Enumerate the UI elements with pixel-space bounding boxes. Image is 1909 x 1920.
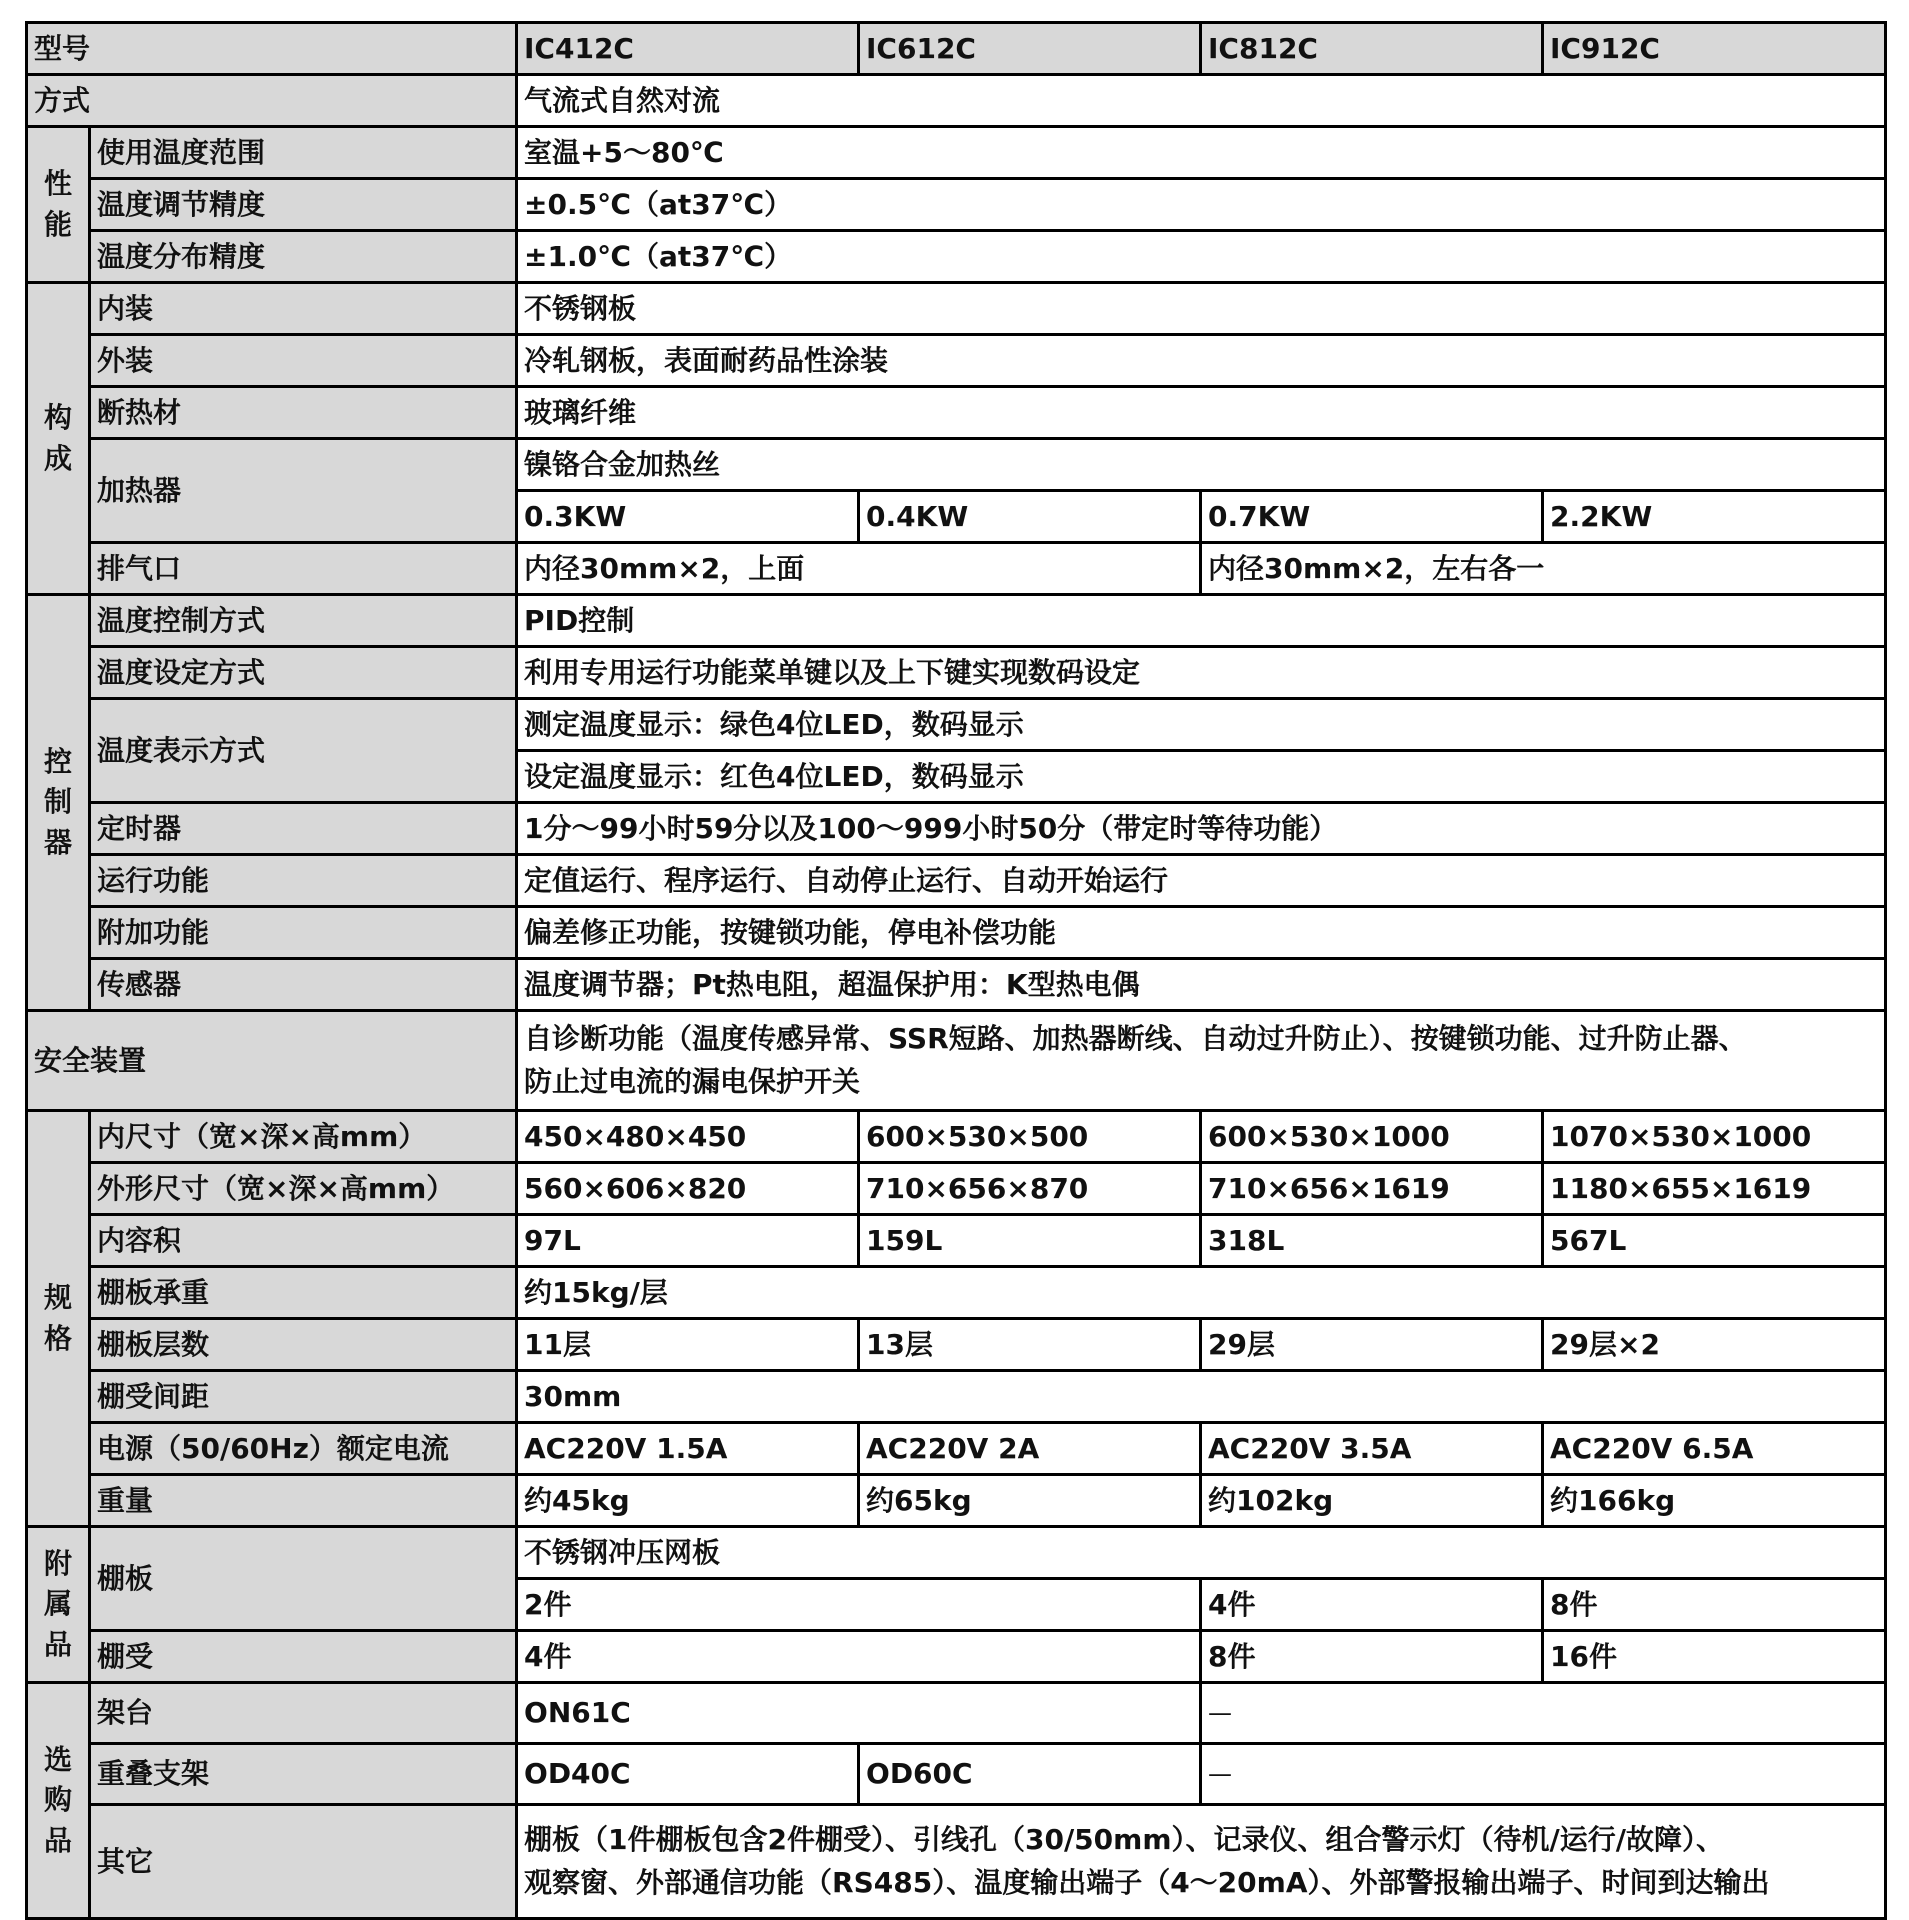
safety-line-2: 防止过电流的漏电保护开关 (524, 1064, 861, 1098)
timer-label: 定时器 (90, 803, 517, 855)
setting-method-value: 利用专用运行功能菜单键以及上下键实现数码设定 (517, 647, 1886, 699)
outer-size-ic612c: 710×656×870 (859, 1163, 1201, 1215)
performance-row (27, 179, 1886, 231)
run-function-label: 运行功能 (90, 855, 517, 907)
shelf-label: 棚板 (90, 1527, 517, 1631)
category-performance: 性 能 (27, 127, 90, 283)
model-ic812c: IC812C (1201, 23, 1543, 75)
inner-material-value: 不锈钢板 (517, 283, 1886, 335)
weight-ic912c: 约166kg (1543, 1475, 1886, 1527)
inner-size-ic612c: 600×530×500 (859, 1111, 1201, 1163)
shelf-qty-ic912c: 8件 (1543, 1579, 1886, 1631)
outer-size-ic412c: 560×606×820 (517, 1163, 859, 1215)
insulation-value: 玻璃纤维 (517, 387, 1886, 439)
temp-range-label: 使用温度范围 (90, 127, 517, 179)
shelf-qty-ic812c: 4件 (1201, 1579, 1543, 1631)
specs-row (27, 1163, 1886, 1215)
options-row (27, 1744, 1886, 1805)
method-value: 气流式自然对流 (517, 75, 1886, 127)
outer-material-value: 冷轧钢板，表面耐药品性涂装 (517, 335, 1886, 387)
category-construction: 构 成 (27, 283, 90, 595)
weight-ic812c: 约102kg (1201, 1475, 1543, 1527)
shelf-load-value: 约15kg/层 (517, 1267, 1886, 1319)
bracket-qty-small: 4件 (517, 1631, 1201, 1683)
spec-table (25, 21, 1887, 1920)
power-ic412c: AC220V 1.5A (517, 1423, 859, 1475)
heater-type: 镍铬合金加热丝 (517, 439, 1886, 491)
controller-row (27, 959, 1886, 1011)
shelf-levels-ic412c: 11层 (517, 1319, 859, 1371)
volume-label: 内容积 (90, 1215, 517, 1267)
volume-ic812c: 318L (1201, 1215, 1543, 1267)
display-set: 设定温度显示：红色4位LED，数码显示 (517, 751, 1886, 803)
model-ic612c: IC612C (859, 23, 1201, 75)
sensor-label: 传感器 (90, 959, 517, 1011)
construction-row (27, 283, 1886, 335)
controller-row (27, 595, 1886, 647)
other-line-1: 棚板（1件棚板包含2件棚受）、引线孔（30/50mm）、记录仪、组合警示灯（待机/运行/故障）、 (524, 1822, 1724, 1856)
accessories-row (27, 1631, 1886, 1683)
model-ic412c: IC412C (517, 23, 859, 75)
specs-row (27, 1371, 1886, 1423)
exhaust-label: 排气口 (90, 543, 517, 595)
timer-value: 1分～99小时59分以及100～999小时50分（带定时等待功能） (517, 803, 1886, 855)
heater-power-ic612c: 0.4KW (859, 491, 1201, 543)
controller-row (27, 647, 1886, 699)
controller-row (27, 803, 1886, 855)
run-function-value: 定值运行、程序运行、自动停止运行、自动开始运行 (517, 855, 1886, 907)
category-controller: 控 制 器 (27, 595, 90, 1011)
shelf-levels-ic612c: 13层 (859, 1319, 1201, 1371)
performance-row (27, 127, 1886, 179)
performance-row (27, 231, 1886, 283)
bracket-qty-ic812c: 8件 (1201, 1631, 1543, 1683)
category-options: 选 购 品 (27, 1683, 90, 1919)
inner-size-ic812c: 600×530×1000 (1201, 1111, 1543, 1163)
stand-label: 架台 (90, 1683, 517, 1744)
volume-ic912c: 567L (1543, 1215, 1886, 1267)
extra-function-label: 附加功能 (90, 907, 517, 959)
stand-value: ON61C (517, 1683, 1201, 1744)
stack-ic612c: OD60C (859, 1744, 1201, 1805)
accessories-row (27, 1527, 1886, 1579)
exhaust-small: 内径30mm×2，上面 (517, 543, 1201, 595)
safety-label: 安全装置 (27, 1011, 517, 1111)
power-ic612c: AC220V 2A (859, 1423, 1201, 1475)
exhaust-large: 内径30mm×2，左右各一 (1201, 543, 1886, 595)
heater-power-ic912c: 2.2KW (1543, 491, 1886, 543)
construction-row (27, 335, 1886, 387)
outer-size-label: 外形尺寸（宽×深×高mm） (90, 1163, 517, 1215)
options-row (27, 1683, 1886, 1744)
shelf-qty-small: 2件 (517, 1579, 1201, 1631)
inner-size-ic912c: 1070×530×1000 (1543, 1111, 1886, 1163)
header-row (27, 23, 1886, 75)
stand-none: — (1201, 1683, 1886, 1744)
outer-size-ic912c: 1180×655×1619 (1543, 1163, 1886, 1215)
insulation-label: 断热材 (90, 387, 517, 439)
stack-ic412c: OD40C (517, 1744, 859, 1805)
specs-row (27, 1475, 1886, 1527)
setting-method-label: 温度设定方式 (90, 647, 517, 699)
options-row (27, 1805, 1886, 1919)
weight-label: 重量 (90, 1475, 517, 1527)
specs-row (27, 1319, 1886, 1371)
outer-material-label: 外装 (90, 335, 517, 387)
power-label: 电源（50/60Hz）额定电流 (90, 1423, 517, 1475)
model-label: 型号 (27, 23, 517, 75)
other-label: 其它 (90, 1805, 517, 1919)
other-line-2: 观察窗、外部通信功能（RS485）、温度输出端子（4～20mA）、外部警报输出端子、时间到达输出 (524, 1865, 1770, 1899)
safety-row (27, 1011, 1886, 1111)
extra-function-value: 偏差修正功能，按键锁功能，停电补偿功能 (517, 907, 1886, 959)
power-ic812c: AC220V 3.5A (1201, 1423, 1543, 1475)
sensor-value: 温度调节器；Pt热电阻，超温保护用：K型热电偶 (517, 959, 1886, 1011)
shelf-pitch-label: 棚受间距 (90, 1371, 517, 1423)
volume-ic612c: 159L (859, 1215, 1201, 1267)
specs-row (27, 1215, 1886, 1267)
stack-label: 重叠支架 (90, 1744, 517, 1805)
construction-row (27, 387, 1886, 439)
shelf-levels-ic812c: 29层 (1201, 1319, 1543, 1371)
safety-line-1: 自诊断功能（温度传感异常、SSR短路、加热器断线、自动过升防止）、按键锁功能、过升防止器、 (524, 1021, 1747, 1055)
shelf-type: 不锈钢冲压网板 (517, 1527, 1886, 1579)
display-measured: 测定温度显示：绿色4位LED，数码显示 (517, 699, 1886, 751)
bracket-label: 棚受 (90, 1631, 517, 1683)
weight-ic412c: 约45kg (517, 1475, 859, 1527)
shelf-levels-ic912c: 29层×2 (1543, 1319, 1886, 1371)
category-accessories: 附 属 品 (27, 1527, 90, 1683)
heater-power-ic812c: 0.7KW (1201, 491, 1543, 543)
control-method-value: PID控制 (517, 595, 1886, 647)
construction-row (27, 543, 1886, 595)
specs-row (27, 1423, 1886, 1475)
temp-distribution-value: ±1.0℃（at37℃） (517, 231, 1886, 283)
inner-material-label: 内装 (90, 283, 517, 335)
heater-label: 加热器 (90, 439, 517, 543)
shelf-pitch-value: 30mm (517, 1371, 1886, 1423)
power-ic912c: AC220V 6.5A (1543, 1423, 1886, 1475)
controller-row (27, 699, 1886, 751)
model-ic912c: IC912C (1543, 23, 1886, 75)
inner-size-ic412c: 450×480×450 (517, 1111, 859, 1163)
specs-row (27, 1111, 1886, 1163)
outer-size-ic812c: 710×656×1619 (1201, 1163, 1543, 1215)
controller-row (27, 855, 1886, 907)
temp-accuracy-value: ±0.5℃（at37℃） (517, 179, 1886, 231)
heater-power-ic412c: 0.3KW (517, 491, 859, 543)
volume-ic412c: 97L (517, 1215, 859, 1267)
method-row (27, 75, 1886, 127)
method-label: 方式 (27, 75, 517, 127)
weight-ic612c: 约65kg (859, 1475, 1201, 1527)
safety-value (517, 1011, 1886, 1111)
other-value (517, 1805, 1886, 1919)
temp-distribution-label: 温度分布精度 (90, 231, 517, 283)
controller-row (27, 907, 1886, 959)
shelf-load-label: 棚板承重 (90, 1267, 517, 1319)
inner-size-label: 内尺寸（宽×深×高mm） (90, 1111, 517, 1163)
specs-row (27, 1267, 1886, 1319)
control-method-label: 温度控制方式 (90, 595, 517, 647)
category-specs: 规 格 (27, 1111, 90, 1527)
construction-row (27, 439, 1886, 491)
temp-accuracy-label: 温度调节精度 (90, 179, 517, 231)
display-method-label: 温度表示方式 (90, 699, 517, 803)
shelf-levels-label: 棚板层数 (90, 1319, 517, 1371)
temp-range-value: 室温+5～80℃ (517, 127, 1886, 179)
stack-none: — (1201, 1744, 1886, 1805)
bracket-qty-ic912c: 16件 (1543, 1631, 1886, 1683)
